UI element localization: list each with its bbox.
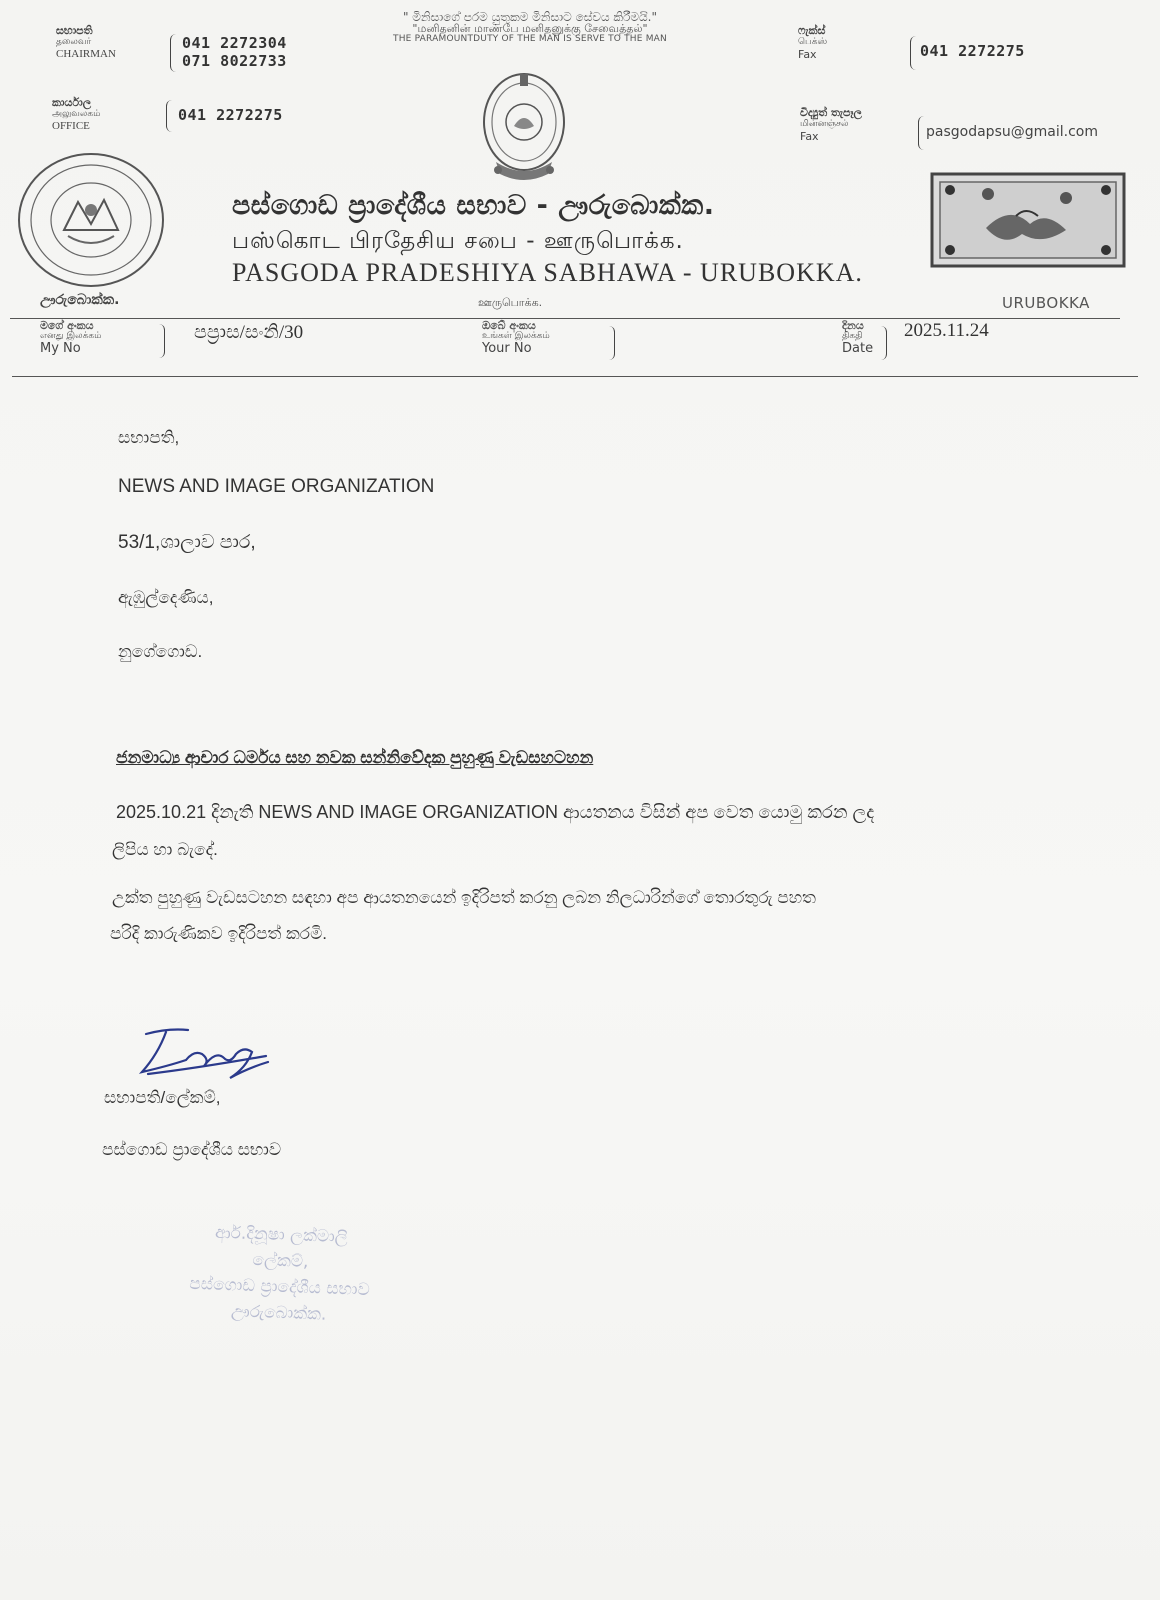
center-place: ஊருபொக்க. [478, 296, 543, 309]
council-crest [930, 172, 1126, 268]
signatory-title: සභාපති/ලේකම්, [104, 1088, 221, 1107]
chairman-brace [170, 34, 177, 72]
para2-line1: උක්ත පුහුණු වැඩසටහන සඳහා අප ආයතනයෙන් ඉදිරිපත් කරනු ලබන නිලධාරින්ගේ තොරතුරු පහත [112, 888, 816, 907]
email-address: pasgodapsu@gmail.com [926, 124, 1098, 140]
org-name-english: PASGODA PRADESHIYA SABHAWA - URUBOKKA. [232, 258, 863, 287]
council-crest-icon [930, 172, 1126, 268]
org-name-sinhala: පස්ගොඩ ප්‍රාදේශීය සභාව - ඌරුබොක්ක. [232, 190, 715, 221]
my-no-value: පප්‍රාස/සංනි/30 [194, 322, 304, 343]
motto: " මිනිසාගේ පරම යුතුකම මිනිසාට සේවය කිරීමයි." "மனிதனின் மாண்பே மனிதனுக்கு சேவைத்தல்" THE PARAMOUNTDUTY OF THE MAN IS SERVE TO THE MAN [393, 10, 667, 44]
address-line-2: NEWS AND IMAGE ORGANIZATION [118, 476, 435, 497]
office-label: කාර්යාල அலுவலகம் OFFICE [52, 96, 101, 132]
para2-line2: පරිදි කාරුණිකව ඉදිරිපත් කරමි. [110, 924, 328, 943]
address-line-1: සභාපති, [118, 428, 180, 447]
emblem-icon [478, 70, 570, 186]
fax-number: 041 2272275 [920, 42, 1025, 60]
national-emblem [478, 70, 570, 186]
handwritten-signature [128, 1020, 278, 1090]
email-brace [918, 116, 925, 150]
org-name-tamil: பஸ்கொட பிரதேசிய சபை - ஊருபொக்க. [232, 228, 684, 254]
date-label: දිනය திகதி Date [842, 319, 874, 356]
header-rule-bottom [12, 376, 1138, 377]
header-rule-top [10, 318, 1120, 319]
address-line-4: ඇඹුල්දෙණිය, [118, 588, 214, 607]
date-brace [880, 326, 887, 360]
para1-line2: ලිපිය හා බැදේ. [112, 840, 218, 859]
my-no-brace [158, 324, 165, 358]
address-line-5: නුගේගොඩ. [118, 642, 203, 661]
date-value: 2025.11.24 [904, 320, 989, 341]
council-seal-icon [14, 150, 168, 290]
chairman-label: සභාපති தலைவர் CHAIRMAN [56, 24, 116, 60]
fax-label: ෆැක්ස් பெக்ஸ் Fax [798, 24, 828, 61]
council-seal [14, 150, 168, 290]
address-line-3: 53/1,ශාලාව පාර, [118, 532, 256, 553]
left-place: ඌරුබොක්ක. [40, 292, 120, 308]
chairman-phones: 041 2272304 071 8022733 [182, 34, 287, 70]
office-phone: 041 2272275 [178, 106, 283, 124]
my-no-label: මගේ අංකය எனது இலக்கம் My No [40, 319, 102, 356]
your-no-brace [608, 326, 615, 360]
fax-brace [910, 36, 917, 70]
para1-line1: 2025.10.21 දිනැති NEWS AND IMAGE ORGANIZATION ආයතනය විසින් අප වෙත යොමු කරන ලද [116, 802, 875, 822]
official-stamp: ආර්.දිනූෂා ලක්මාලි ලේකම්, පස්ගොඩ ප්‍රාදේශීය සභාව ඌරුබොක්ක. [189, 1222, 371, 1325]
office-brace [166, 100, 173, 132]
letter-subject: ජනමාධ්‍ය ආචාර ධර්මය සහ නවක සන්නිවේදක පුහුණු වැඩසහටහන [116, 748, 594, 767]
signatory-org: පස්ගොඩ ප්‍රාදේශීය සභාව [102, 1140, 282, 1159]
email-label: විද්‍යුත් තැපෑල மின்னஞ்சல் Fax [800, 106, 862, 143]
right-place: URUBOKKA [1002, 294, 1090, 312]
your-no-label: ඔබේ අංකය உங்கள் இலக்கம் Your No [482, 319, 550, 356]
